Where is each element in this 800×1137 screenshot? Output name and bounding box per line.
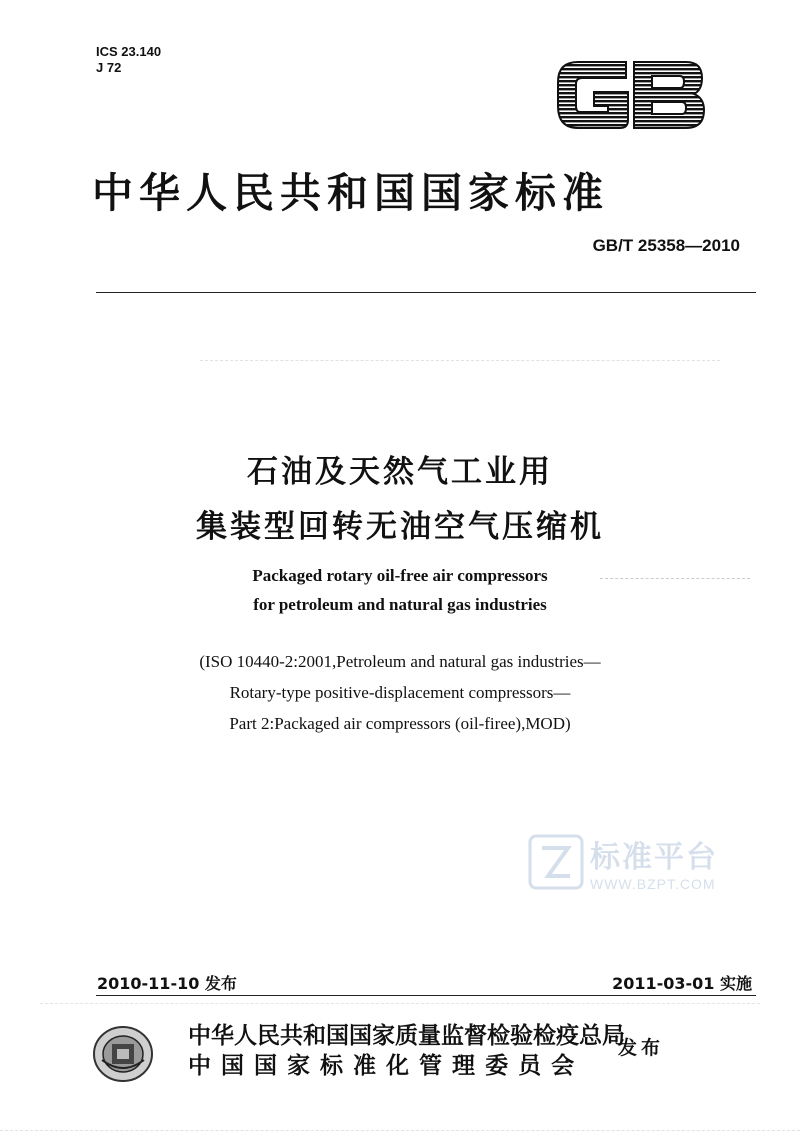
classification-codes <box>96 44 161 76</box>
watermark-logo-icon <box>528 834 584 890</box>
title-en-line2: for petroleum and natural gas industries <box>253 595 547 614</box>
watermark <box>528 832 718 892</box>
scan-artifact-line <box>200 360 720 361</box>
ccs-code: J 72 <box>96 60 122 75</box>
title-en-line1: Packaged rotary oil-free air compressors <box>252 566 548 585</box>
implement-date: 2011-03-01 实施 <box>612 974 752 993</box>
scan-artifact-dash <box>600 578 750 579</box>
issue-date: 2010-11-10 发布 <box>97 974 237 993</box>
ics-code: ICS 23.140 <box>96 44 162 59</box>
scan-artifact-line-2 <box>40 1003 760 1004</box>
iso-reference <box>0 646 800 739</box>
iso-reference-line3: Part 2:Packaged air compressors (oil-firee),MOD) <box>229 714 571 733</box>
gb-logo <box>548 48 713 140</box>
title-zh-line1: 石油及天然气工业用 <box>247 454 553 490</box>
issuer-seal-icon <box>92 1024 154 1084</box>
header-divider <box>96 292 756 293</box>
standard-number: GB/T 25358—2010 <box>592 236 740 255</box>
watermark-text: 标准平台 <box>590 840 718 875</box>
iso-reference-line1: (ISO 10440-2:2001,Petroleum and natural gas industries— <box>199 652 601 671</box>
footer-divider <box>96 995 756 996</box>
scan-artifact-bottom <box>0 1130 800 1131</box>
iso-reference-line2: Rotary-type positive-displacement compressors— <box>229 683 571 702</box>
watermark-url: WWW.BZPT.COM <box>590 876 716 892</box>
publish-label: 发布 <box>618 1037 665 1059</box>
country-standard-title: 中华人民共和国国家标准 <box>92 169 609 217</box>
issuer-org-2: 中 国 国 家 标 准 化 管 理 委 员 会 <box>188 1053 576 1079</box>
issuer-org-1: 中华人民共和国国家质量监督检验检疫总局 <box>188 1023 625 1049</box>
title-zh-line2: 集装型回转无油空气压缩机 <box>196 509 604 545</box>
